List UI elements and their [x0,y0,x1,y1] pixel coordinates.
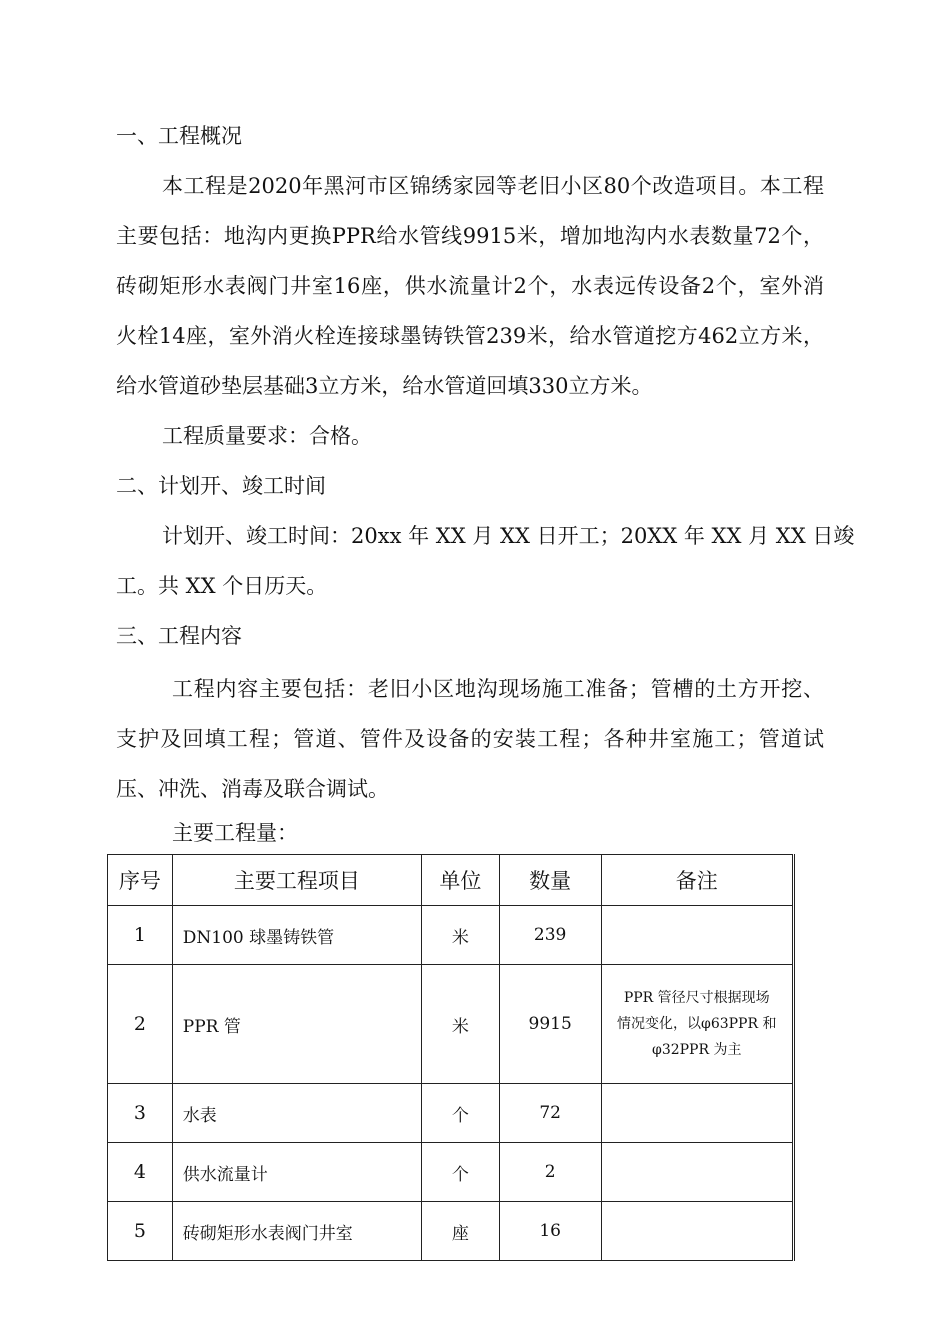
note-line: 情况变化，以φ63PPR 和 [617,1016,777,1032]
section-1-heading: 一、工程概况 [116,124,242,148]
row-index: 3 [108,1084,173,1143]
quality-requirement: 工程质量要求：合格。 [162,424,372,448]
section-1-paragraph-line: 砖砌矩形水表阀门井室16座，供水流量计2个，水表远传设备2个，室外消 [116,274,824,298]
row-index: 4 [108,1143,173,1202]
table-caption: 主要工程量： [172,821,298,845]
row-item: 砖砌矩形水表阀门井室 [172,1202,421,1261]
row-quantity: 2 [499,1143,601,1202]
header-index: 序号 [108,855,173,906]
section-2-paragraph-line: 工。共 XX 个日历天。 [116,574,328,598]
header-note: 备注 [601,855,794,906]
note-line: PPR 管径尺寸根据现场 [623,990,770,1006]
row-quantity: 16 [499,1202,601,1261]
row-unit: 米 [422,965,500,1084]
section-3-paragraph-line: 压、冲洗、消毒及联合调试。 [116,777,389,801]
header-quantity: 数量 [499,855,601,906]
row-unit: 米 [422,906,500,965]
note-line: φ32PPR 为主 [652,1042,742,1058]
table-row [108,1202,794,1261]
table-row [108,1143,794,1202]
section-1-paragraph-line: 给水管道砂垫层基础3立方米，给水管道回填330立方米。 [116,374,653,398]
row-quantity: 239 [499,906,601,965]
row-quantity: 9915 [499,965,601,1084]
row-note [601,1202,794,1261]
row-quantity: 72 [499,1084,601,1143]
section-1-paragraph-line: 火栓14座，室外消火栓连接球墨铸铁管239米，给水管道挖方462立方米， [116,324,824,348]
section-3-paragraph-line: 支护及回填工程；管道、管件及设备的安装工程；各种井室施工；管道试 [116,727,824,751]
row-item: 供水流量计 [172,1143,421,1202]
section-3-paragraph-line: 工程内容主要包括：老旧小区地沟现场施工准备；管槽的土方开挖、 [172,677,824,701]
table-header-row [108,855,794,906]
section-3-heading: 三、工程内容 [116,624,242,648]
row-item: PPR 管 [172,965,421,1084]
row-note [601,1143,794,1202]
table-row [108,906,794,965]
row-index: 5 [108,1202,173,1261]
header-unit: 单位 [422,855,500,906]
header-item: 主要工程项目 [172,855,421,906]
row-note [601,1084,794,1143]
section-2-heading: 二、计划开、竣工时间 [116,474,326,498]
section-2-paragraph-line: 计划开、竣工时间：20xx 年 XX 月 XX 日开工；20XX 年 XX 月 XX 日竣 [162,524,855,548]
row-unit: 座 [422,1202,500,1261]
row-index: 1 [108,906,173,965]
row-item: DN100 球墨铸铁管 [172,906,421,965]
row-index: 2 [108,965,173,1084]
row-note [601,906,794,965]
section-1-paragraph-line: 本工程是2020年黑河市区锦绣家园等老旧小区80个改造项目。本工程 [162,174,824,198]
row-unit: 个 [422,1143,500,1202]
row-item: 水表 [172,1084,421,1143]
quantities-table [107,854,795,1261]
section-1-paragraph-line: 主要包括：地沟内更换PPR给水管线9915米，增加地沟内水表数量72个， [116,224,824,248]
table-row [108,1084,794,1143]
row-unit: 个 [422,1084,500,1143]
row-note [601,965,794,1084]
table-row [108,965,794,1084]
